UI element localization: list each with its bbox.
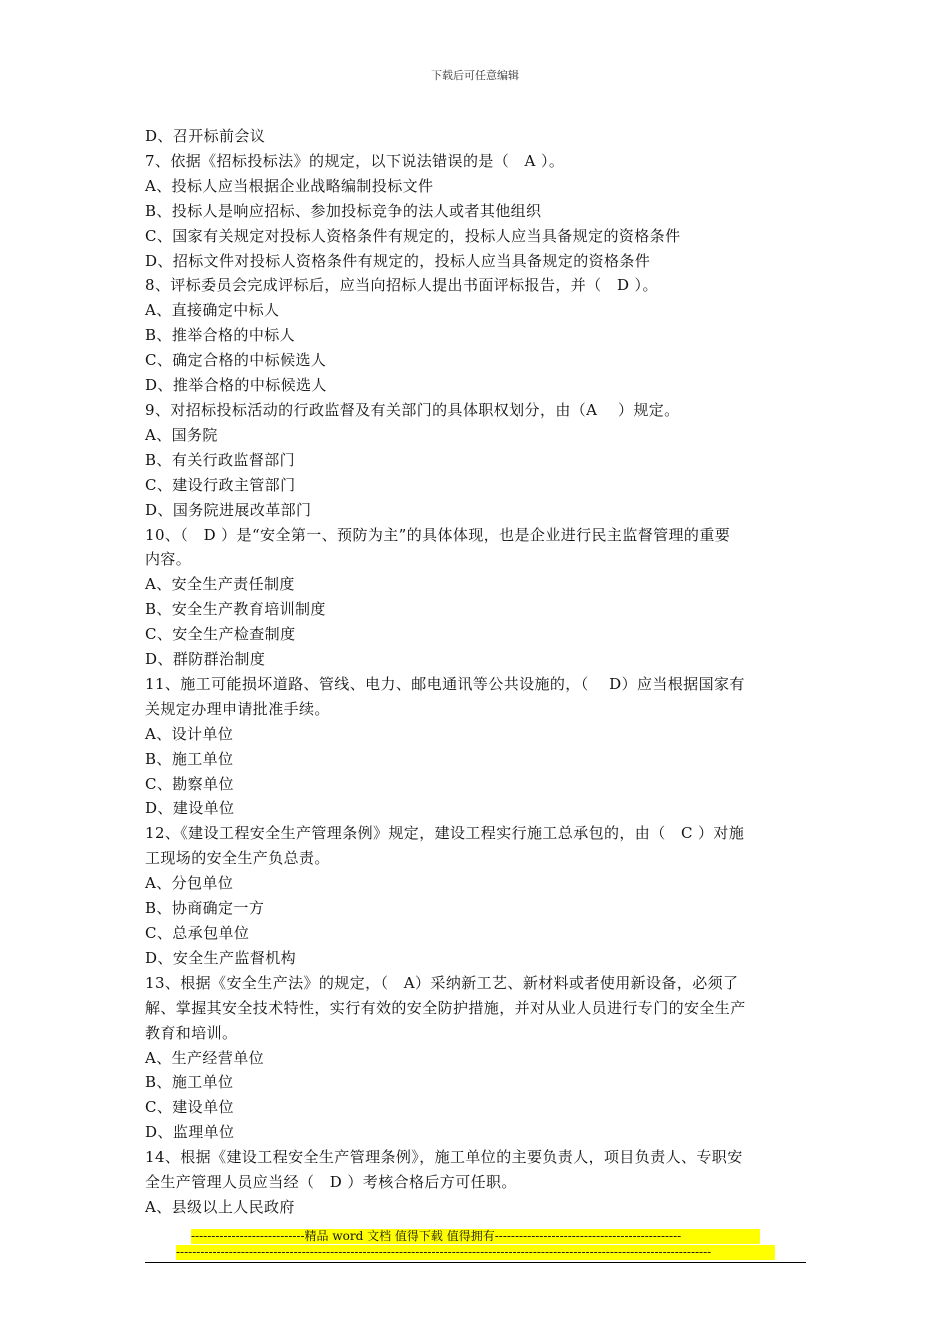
- text-line: 10、（ D ）是“安全第一、预防为主”的具体体现，也是企业进行民主监督管理的重要: [145, 525, 731, 544]
- footer-banner: ----------------------------精品 word 文档 值得下载 值得拥有----------------------------------------------: [191, 1229, 760, 1244]
- text-line: 8、评标委员会完成评标后，应当向招标人提出书面评标报告，并（ D ）。: [145, 276, 658, 295]
- text-line: A、县级以上人民政府: [145, 1197, 295, 1216]
- text-line: D、安全生产监督机构: [145, 948, 297, 967]
- text-line: 关规定办理申请批准手续。: [145, 699, 330, 718]
- text-line: D、建设单位: [145, 799, 235, 818]
- text-line: B、投标人是响应招标、参加投标竞争的法人或者其他组织: [145, 201, 542, 220]
- text-line: A、投标人应当根据企业战略编制投标文件: [145, 176, 434, 195]
- page-header: 下载后可任意编辑: [431, 69, 519, 82]
- text-line: A、国务院: [145, 425, 218, 444]
- text-line: 11、施工可能损坏道路、管线、电力、邮电通讯等公共设施的，（ D）应当根据国家有: [145, 674, 745, 693]
- text-line: B、安全生产教育培训制度: [145, 600, 326, 619]
- text-line: A、分包单位: [145, 874, 234, 893]
- text-line: C、建设行政主管部门: [145, 475, 296, 494]
- text-line: 解、掌握其安全技术特性，实行有效的安全防护措施，并对从业人员进行专门的安全生产: [145, 998, 746, 1017]
- text-line: C、勘察单位: [145, 774, 234, 793]
- text-line: 7、依据《招标投标法》的规定，以下说法错误的是（ A ）。: [145, 151, 565, 170]
- text-line: B、施工单位: [145, 1073, 234, 1092]
- text-line: D、监理单位: [145, 1123, 235, 1142]
- text-line: B、有关行政监督部门: [145, 450, 296, 469]
- text-line: 14、根据《建设工程安全生产管理条例》，施工单位的主要负责人，项目负责人、专职安: [145, 1148, 743, 1167]
- text-line: C、确定合格的中标候选人: [145, 351, 327, 370]
- footer-dashes: ------------------------------------------------------------------------------------------------------------------------------------: [176, 1245, 775, 1260]
- text-line: C、国家有关规定对投标人资格条件有规定的，投标人应当具备规定的资格条件: [145, 226, 681, 245]
- text-line: 工现场的安全生产负总责。: [145, 849, 330, 868]
- text-line: C、建设单位: [145, 1098, 234, 1117]
- text-line: 9、对招标投标活动的行政监督及有关部门的具体职权划分，由（A ）规定。: [145, 400, 680, 419]
- text-line: 教育和培训。: [145, 1023, 238, 1042]
- text-line: 13、根据《安全生产法》的规定，（ A）采纳新工艺、新材料或者使用新设备，必须了: [145, 973, 739, 992]
- text-line: A、直接确定中标人: [145, 301, 280, 320]
- text-line: C、总承包单位: [145, 924, 250, 942]
- text-line: D、国务院进展改革部门: [145, 500, 312, 519]
- text-line: D、群防群治制度: [145, 650, 266, 669]
- text-line: B、协商确定一方: [145, 899, 265, 918]
- text-line: D、召开标前会议: [145, 127, 266, 145]
- text-line: A、设计单位: [145, 724, 234, 743]
- document-body: [145, 124, 805, 1220]
- text-line: A、生产经营单位: [145, 1048, 265, 1067]
- text-line: B、施工单位: [145, 749, 234, 768]
- text-line: A、安全生产责任制度: [145, 575, 295, 594]
- text-line: 全生产管理人员应当经（ D ）考核合格后方可任职。: [145, 1173, 517, 1192]
- text-line: D、招标文件对投标人资格条件有规定的，投标人应当具备规定的资格条件: [145, 251, 651, 270]
- text-line: C、安全生产检查制度: [145, 625, 296, 644]
- text-line: B、推举合格的中标人: [145, 326, 296, 345]
- text-line: D、推举合格的中标候选人: [145, 376, 327, 395]
- text-line: 12、《建设工程安全生产管理条例》规定，建设工程实行施工总承包的，由（ C ）对施: [145, 824, 745, 843]
- text-line: 内容。: [145, 550, 192, 569]
- footer-rule: [145, 1262, 806, 1263]
